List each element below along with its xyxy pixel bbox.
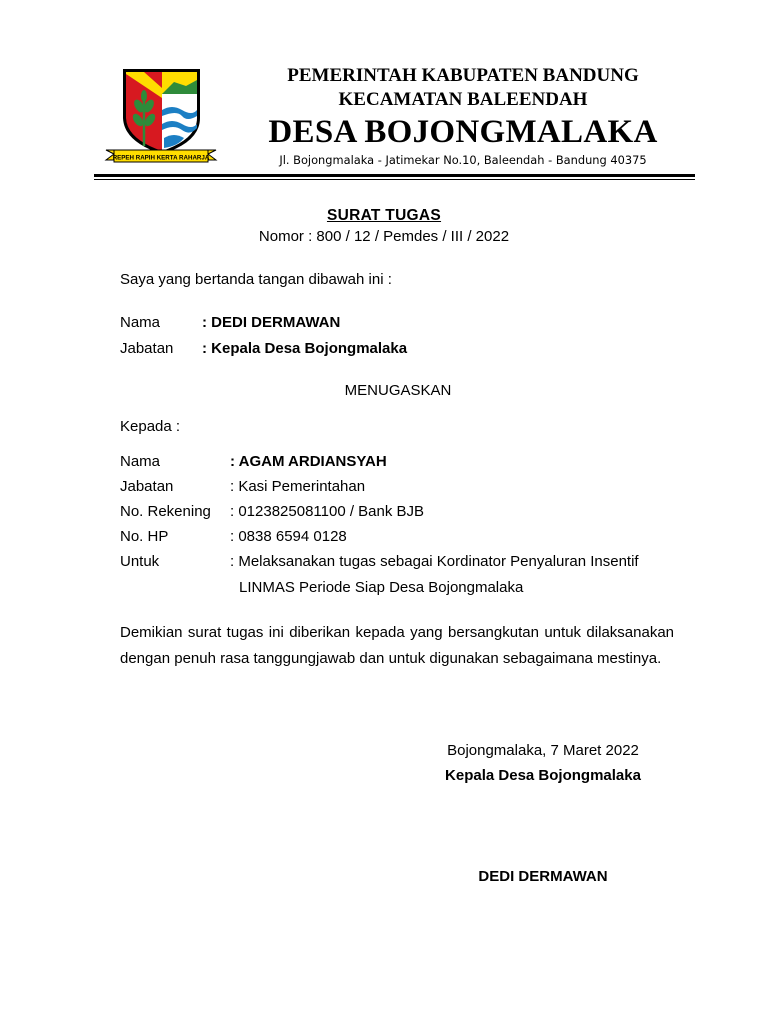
recipient-label: Kepada : — [120, 418, 181, 435]
signer-position-label: Jabatan — [120, 340, 174, 357]
assignee-phone-label: No. HP — [120, 528, 169, 545]
opening-sentence: Saya yang bertanda tangan dibawah ini : — [120, 271, 392, 288]
letterhead-divider-thin — [94, 179, 695, 180]
action-heading: MENUGASKAN — [344, 382, 452, 399]
assignee-account-label: No. Rekening — [120, 503, 211, 520]
signature-name: DEDI DERMAWAN — [478, 868, 608, 885]
assignee-purpose-value-line2: LINMAS Periode Siap Desa Bojongmalaka — [239, 579, 524, 596]
assignee-name-value: : AGAM ARDIANSYAH — [230, 453, 387, 470]
signature-place-date: Bojongmalaka, 7 Maret 2022 — [447, 742, 639, 759]
letterhead-address: Jl. Bojongmalaka - Jatimekar No.10, Baleendah - Bandung 40375 — [279, 153, 647, 167]
assignee-name-label: Nama — [120, 453, 161, 470]
assignee-account-value: : 0123825081100 / Bank BJB — [230, 503, 425, 520]
signer-name-label: Nama — [120, 314, 161, 331]
letterhead-subdistrict-line: KECAMATAN BALEENDAH — [338, 89, 588, 110]
assignee-purpose-value-line1: : Melaksanakan tugas sebagai Kordinator Penyaluran Insentif — [230, 553, 639, 570]
letterhead-village-name: DESA BOJONGMALAKA — [268, 114, 658, 150]
assignee-position-label: Jabatan — [120, 478, 174, 495]
assignee-purpose-label: Untuk — [120, 553, 160, 570]
letterhead-government-line: PEMERINTAH KABUPATEN BANDUNG — [287, 65, 639, 86]
district-emblem-logo — [104, 66, 220, 170]
emblem-motto-text: REPEH RAPIH KERTA RAHARJA — [112, 154, 210, 162]
document-title: SURAT TUGAS — [326, 207, 442, 224]
signer-position-value: : Kepala Desa Bojongmalaka — [202, 340, 408, 357]
signer-name-value: : DEDI DERMAWAN — [202, 314, 341, 331]
assignee-position-value: : Kasi Pemerintahan — [230, 478, 366, 495]
signature-title: Kepala Desa Bojongmalaka — [445, 767, 641, 784]
closing-paragraph: Demikian surat tugas ini diberikan kepada yang bersangkutan untuk dilaksanakan dengan penuh rasa tanggungjawab dan untuk digunakan sebagaimana mestinya. — [120, 624, 674, 667]
letterhead-divider-thick — [94, 174, 695, 177]
document-number: Nomor : 800 / 12 / Pemdes / III / 2022 — [258, 228, 510, 245]
assignee-phone-value: : 0838 6594 0128 — [230, 528, 347, 545]
